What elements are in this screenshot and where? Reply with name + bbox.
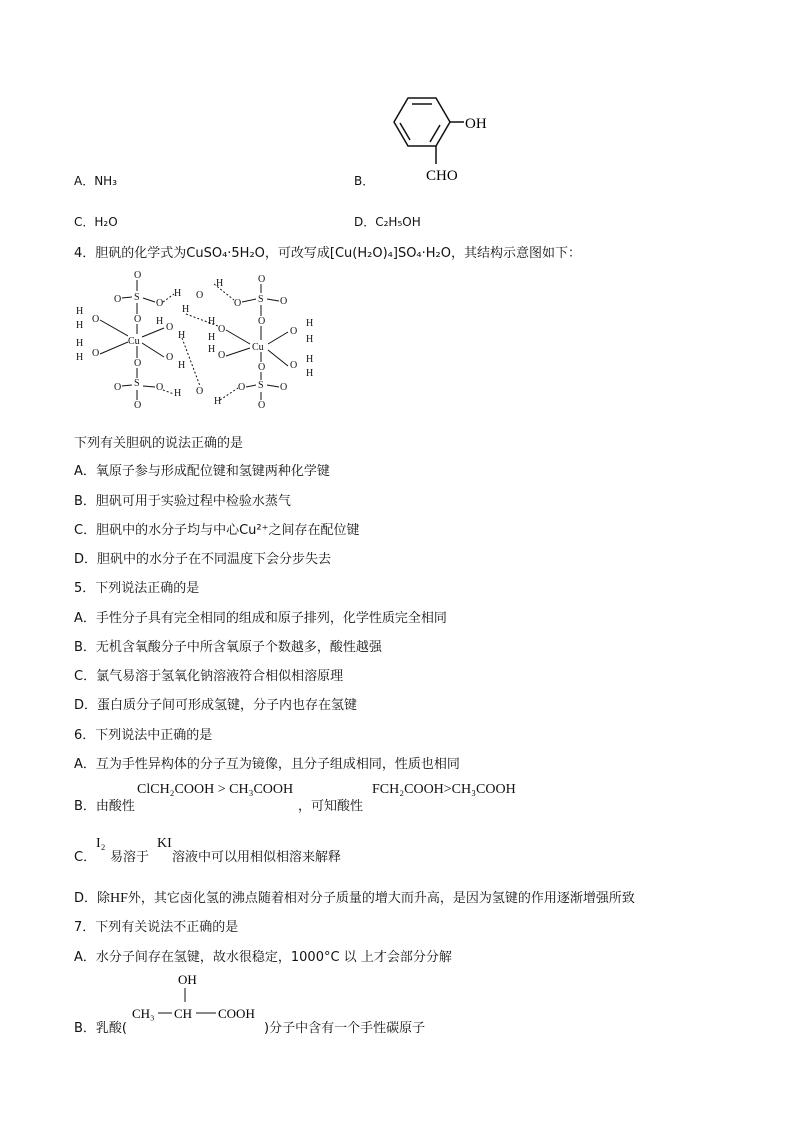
svg-text:S: S	[258, 380, 264, 391]
q6-option-d	[74, 887, 635, 907]
svg-text:S: S	[134, 378, 140, 389]
svg-text:O: O	[134, 314, 142, 325]
q3-option-a: A．NH₃	[74, 174, 118, 188]
q6-option-d-rest: 外，其它卤化氢的沸点随着相对分子质量的增大而升高，是因为氢键的作用逐渐增强所致	[127, 891, 635, 906]
q6-option-c-text-1: 易溶于	[110, 850, 150, 865]
q6-stem: 6．下列说法中正确的是	[74, 728, 213, 743]
q4-stem: 4．胆矾的化学式为CuSO₄·5H₂O，可改写成[Cu(H₂O)₄]SO₄·H₂O，其结构示意图如下：	[74, 246, 581, 261]
q5-stem: 5．下列说法正确的是	[74, 581, 200, 596]
svg-text:H: H	[306, 354, 314, 365]
svg-text:O: O	[166, 322, 174, 333]
q5-option-d: D．蛋白质分子间可形成氢键，分子内也存在氢键	[74, 698, 358, 713]
q6-option-b-label: B．由酸性	[74, 799, 135, 814]
svg-text:O: O	[114, 294, 122, 305]
svg-text:H: H	[76, 352, 84, 363]
acidity-formula-1: ClCH₂COOH > CH₃COOH	[137, 782, 294, 797]
svg-text:O: O	[258, 400, 266, 411]
q5-option-b: B．无机含氧酸分子中所含氧原子个数越多，酸性越强	[74, 640, 382, 655]
svg-text:O: O	[166, 352, 174, 363]
cho-label: CHO	[426, 168, 458, 184]
svg-text:S: S	[134, 292, 140, 303]
svg-text:O: O	[258, 362, 266, 373]
svg-text:H: H	[156, 316, 164, 327]
q5-option-a: A．手性分子具有完全相同的组成和原子排列，化学性质完全相同	[74, 611, 447, 626]
svg-text:H: H	[208, 332, 216, 343]
q4-option-c: C．胆矾中的水分子均与中心Cu²⁺之间存在配位键	[74, 523, 360, 538]
svg-text:OH: OH	[178, 972, 197, 987]
svg-text:H: H	[208, 316, 216, 327]
svg-text:CH: CH	[174, 1006, 193, 1021]
hf-formula: HF	[110, 891, 128, 906]
svg-text:O: O	[234, 298, 242, 309]
svg-text:O: O	[134, 270, 142, 281]
q6-option-c-text-2: 溶液中可以用相似相溶来解释	[172, 850, 342, 865]
svg-text:H: H	[208, 344, 216, 355]
svg-text:O: O	[290, 326, 298, 337]
svg-text:O: O	[238, 382, 246, 393]
svg-text:O: O	[196, 290, 204, 301]
svg-text:H: H	[306, 368, 314, 379]
svg-text:O: O	[134, 358, 142, 369]
svg-text:O: O	[196, 386, 204, 397]
q6-option-c-label: C．	[74, 850, 97, 865]
q4-option-b: B．胆矾可用于实验过程中检验水蒸气	[74, 494, 291, 509]
svg-text:H: H	[76, 320, 84, 331]
svg-text:H: H	[174, 388, 182, 399]
iodine-formula: I₂	[96, 836, 106, 851]
svg-text:H: H	[178, 330, 186, 341]
svg-text:O: O	[290, 360, 298, 371]
salicylaldehyde-structure	[370, 90, 490, 190]
svg-text:H: H	[306, 318, 314, 329]
svg-text:H: H	[76, 338, 84, 349]
q6-option-b-mid: ，可知酸性	[298, 799, 364, 814]
q4-option-d: D．胆矾中的水分子在不同温度下会分步失去	[74, 552, 332, 567]
svg-text:O: O	[92, 314, 100, 325]
svg-text:H: H	[306, 334, 314, 345]
q6-option-a: A．互为手性异构体的分子互为镜像，且分子组成相同，性质也相同	[74, 757, 460, 772]
svg-text:H: H	[182, 304, 190, 315]
q3-option-b-label: B．	[354, 174, 375, 188]
svg-text:COOH: COOH	[218, 1006, 255, 1021]
lactic-acid-structure	[128, 968, 264, 1034]
svg-text:H: H	[214, 396, 222, 407]
q7-option-b-rest: )分子中含有一个手性碳原子	[264, 1021, 426, 1036]
svg-text:H: H	[216, 278, 224, 289]
acidity-formula-2: FCH₂COOH>CH₃COOH	[372, 782, 516, 797]
svg-text:O: O	[156, 298, 164, 309]
q7-option-b-label: B．乳酸(	[74, 1021, 127, 1036]
svg-text:O: O	[218, 324, 226, 335]
svg-text:O: O	[156, 382, 164, 393]
svg-text:O: O	[92, 348, 100, 359]
svg-text:O: O	[280, 382, 288, 393]
svg-text:O: O	[134, 400, 142, 411]
q3-option-c: C．H₂O	[74, 215, 118, 229]
svg-text:H: H	[76, 306, 84, 317]
oh-label: OH	[465, 116, 487, 132]
q5-option-c: C．氯气易溶于氢氧化钠溶液符合相似相溶原理	[74, 669, 344, 684]
svg-text:O: O	[258, 274, 266, 285]
q6-option-d-label: D．除	[74, 891, 111, 906]
copper-sulfate-pentahydrate-structure	[74, 266, 324, 416]
q3-option-d: D．C₂H₅OH	[354, 215, 421, 229]
svg-text:O: O	[218, 350, 226, 361]
svg-text:O: O	[258, 316, 266, 327]
svg-text:CH₃: CH₃	[132, 1006, 155, 1021]
q6-option-b	[74, 795, 135, 814]
svg-text:H: H	[174, 288, 182, 299]
q4-option-a: A．氧原子参与形成配位键和氢键两种化学键	[74, 464, 330, 479]
svg-text:O: O	[114, 382, 122, 393]
svg-text:S: S	[258, 294, 264, 305]
svg-text:H: H	[178, 360, 186, 371]
q7-stem: 7．下列有关说法不正确的是	[74, 920, 239, 935]
svg-text:O: O	[280, 296, 288, 307]
svg-text:Cu: Cu	[252, 342, 264, 353]
q7-option-a: A．水分子间存在氢键，故水很稳定，1000°C 以 上才会部分分解	[74, 950, 452, 965]
q4-prompt: 下列有关胆矾的说法正确的是	[74, 436, 244, 451]
ki-formula: KI	[157, 836, 172, 851]
svg-text:Cu: Cu	[128, 336, 140, 347]
